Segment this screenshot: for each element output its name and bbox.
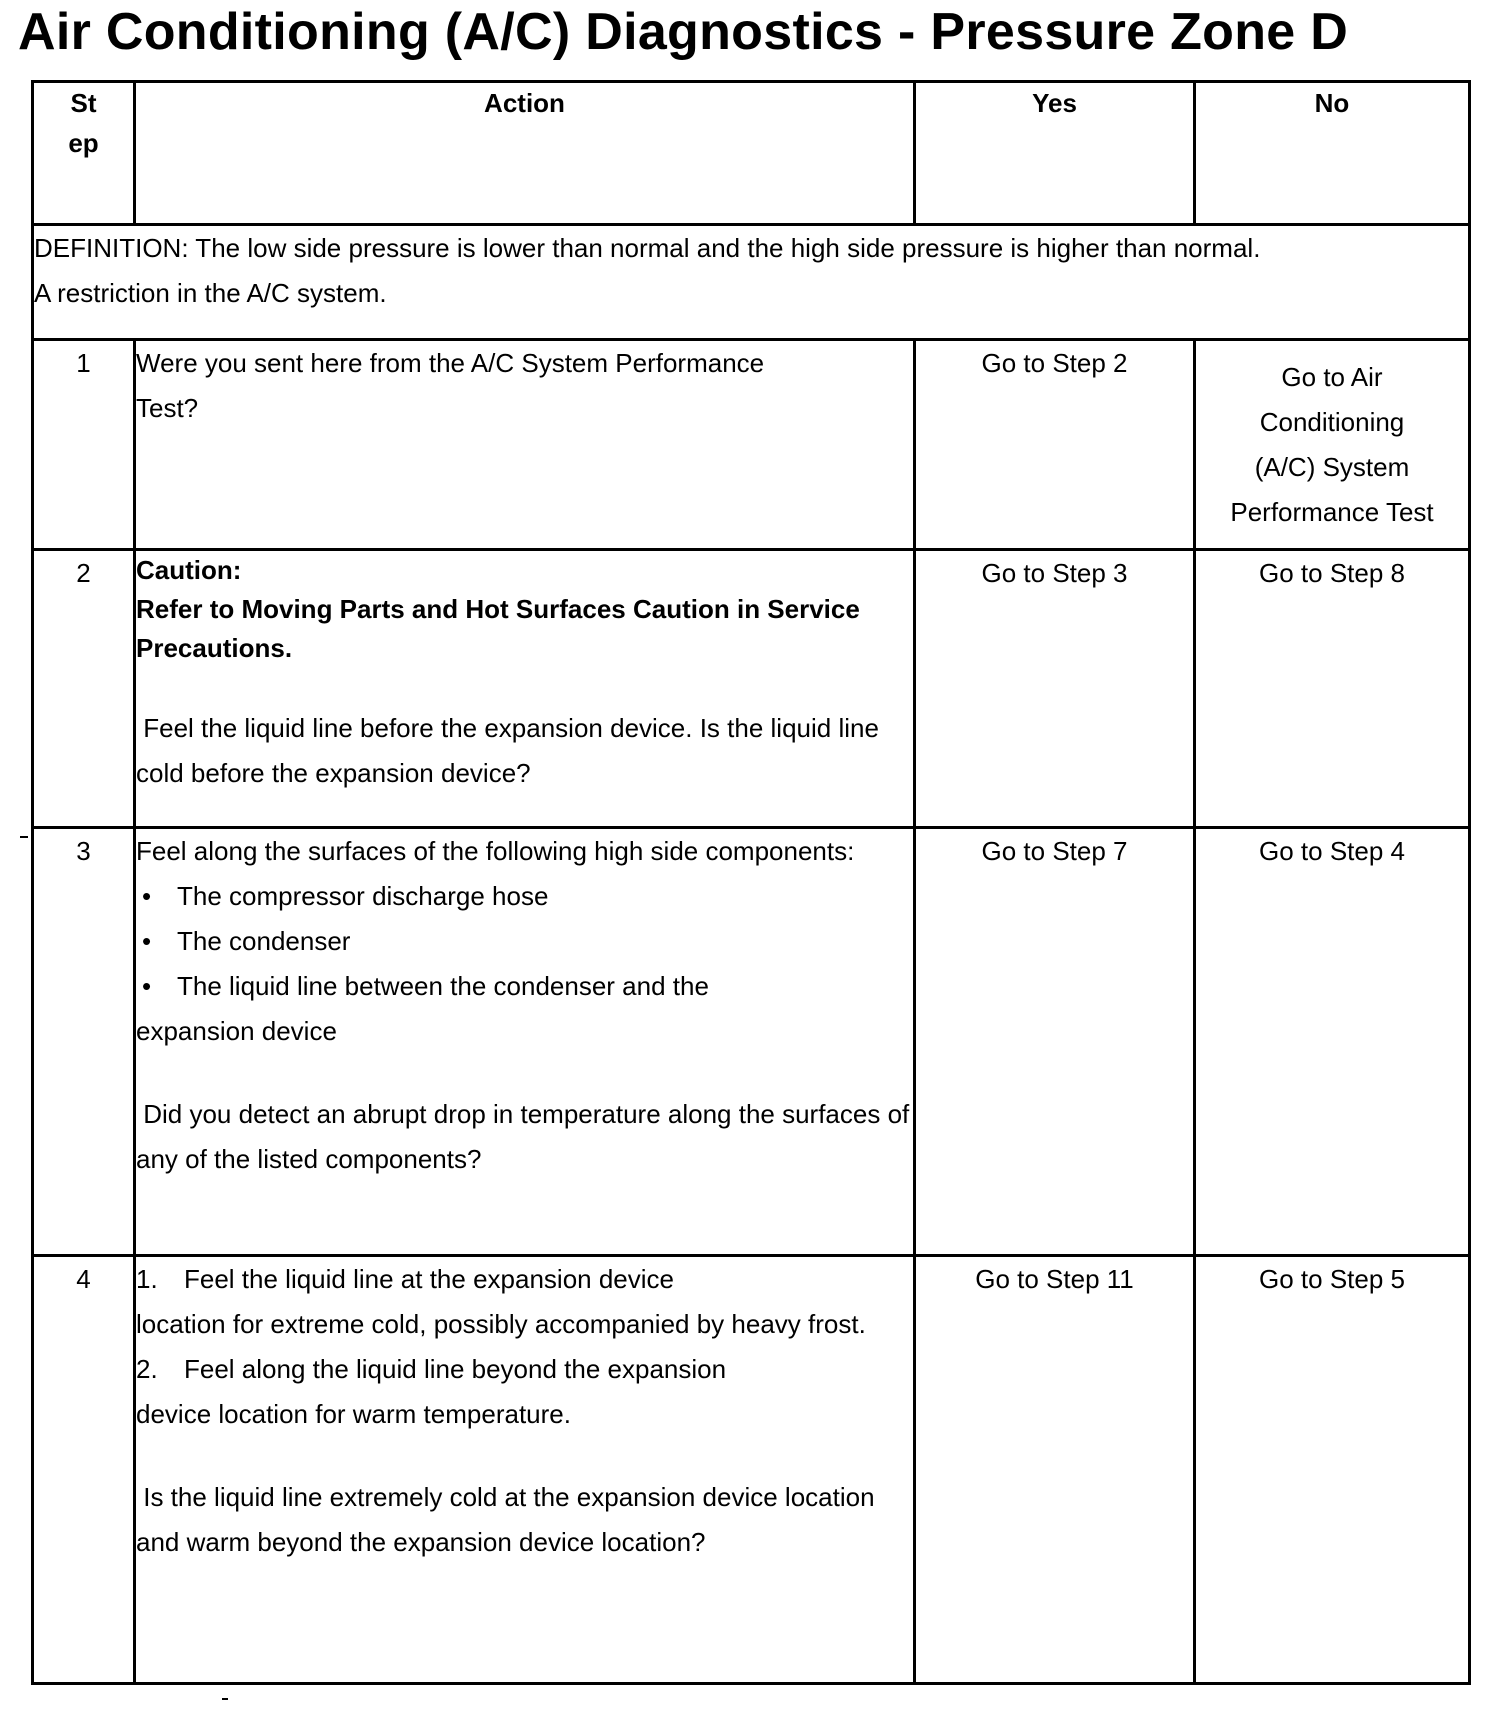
list-item bbox=[136, 964, 913, 1009]
header-step-part2: ep bbox=[68, 128, 99, 158]
no-text-line: Conditioning bbox=[1259, 407, 1405, 437]
step-number: 2 bbox=[33, 550, 135, 828]
step-number: 1 bbox=[33, 340, 135, 550]
item-text: Feel the liquid line at the expansion device bbox=[184, 1264, 674, 1294]
component-list bbox=[136, 874, 913, 1009]
no-cell bbox=[1195, 340, 1470, 550]
page-title: Air Conditioning (A/C) Diagnostics - Pressure Zone D bbox=[18, 3, 1349, 61]
yes-cell: Go to Step 11 bbox=[915, 1256, 1195, 1684]
yes-cell: Go to Step 3 bbox=[915, 550, 1195, 828]
bullet-dot: • bbox=[142, 971, 152, 1001]
action-cell bbox=[135, 828, 915, 1256]
item-text: Feel along the liquid line beyond the expansion bbox=[184, 1354, 727, 1384]
no-cell: Go to Step 5 bbox=[1195, 1256, 1470, 1684]
header-no: No bbox=[1195, 82, 1470, 225]
table-row bbox=[33, 1256, 1470, 1684]
step-question: Is the liquid line extremely cold at the expansion device location and warm beyond the expansion device location? bbox=[136, 1482, 882, 1557]
step-question: Did you detect an abrupt drop in temperature along the surfaces of any of the listed components? bbox=[136, 1099, 917, 1174]
definition-line-1: DEFINITION: The low side pressure is lower than normal and the high side pressure is higher than normal. bbox=[34, 233, 1261, 263]
table-header-row bbox=[33, 82, 1470, 225]
action-line: Test? bbox=[136, 393, 199, 423]
no-text-line: Go to Air bbox=[1281, 362, 1383, 392]
no-text-line: (A/C) System bbox=[1254, 452, 1410, 482]
no-cell: Go to Step 4 bbox=[1195, 828, 1470, 1256]
table-row bbox=[33, 828, 1470, 1256]
yes-cell: Go to Step 7 bbox=[915, 828, 1195, 1256]
definition-cell bbox=[33, 225, 1470, 340]
header-step bbox=[33, 82, 135, 225]
list-item bbox=[136, 874, 913, 919]
caution-label: Caution: bbox=[136, 555, 242, 585]
numbered-item bbox=[136, 1257, 913, 1302]
margin-tick-mark bbox=[222, 1698, 228, 1700]
action-line: Were you sent here from the A/C System Performance bbox=[136, 348, 765, 378]
definition-row bbox=[33, 225, 1470, 340]
header-step-part1: St bbox=[70, 88, 97, 118]
list-continuation: expansion device bbox=[136, 1016, 337, 1046]
step-question: Feel the liquid line before the expansion device. Is the liquid line cold before the expansion device? bbox=[136, 713, 887, 788]
bullet-dot: • bbox=[142, 926, 152, 956]
table-row bbox=[33, 340, 1470, 550]
table-row bbox=[33, 550, 1470, 828]
list-item bbox=[136, 919, 913, 964]
action-cell bbox=[135, 1256, 915, 1684]
step-intro: Feel along the surfaces of the following high side components: bbox=[136, 836, 855, 866]
no-text-line: Performance Test bbox=[1230, 497, 1434, 527]
header-action: Action bbox=[135, 82, 915, 225]
item-text-continued: location for extreme cold, possibly accompanied by heavy frost. bbox=[136, 1309, 866, 1339]
header-yes: Yes bbox=[915, 82, 1195, 225]
action-cell bbox=[135, 340, 915, 550]
bullet-dot: • bbox=[142, 881, 152, 911]
list-item-text: The liquid line between the condenser and the bbox=[177, 971, 709, 1001]
margin-tick-mark bbox=[20, 836, 28, 838]
step-number: 3 bbox=[33, 828, 135, 1256]
list-item-text: The condenser bbox=[177, 926, 351, 956]
step-number: 4 bbox=[33, 1256, 135, 1684]
item-number: 1. bbox=[136, 1264, 158, 1294]
list-item-text: The compressor discharge hose bbox=[177, 881, 549, 911]
numbered-item bbox=[136, 1347, 913, 1392]
definition-line-2: A restriction in the A/C system. bbox=[34, 278, 387, 308]
item-number: 2. bbox=[136, 1354, 158, 1384]
diagnostic-table bbox=[31, 80, 1471, 1685]
caution-text: Refer to Moving Parts and Hot Surfaces Caution in Service Precautions. bbox=[136, 594, 860, 663]
no-cell: Go to Step 8 bbox=[1195, 550, 1470, 828]
yes-cell: Go to Step 2 bbox=[915, 340, 1195, 550]
item-text-continued: device location for warm temperature. bbox=[136, 1399, 571, 1429]
action-cell bbox=[135, 550, 915, 828]
